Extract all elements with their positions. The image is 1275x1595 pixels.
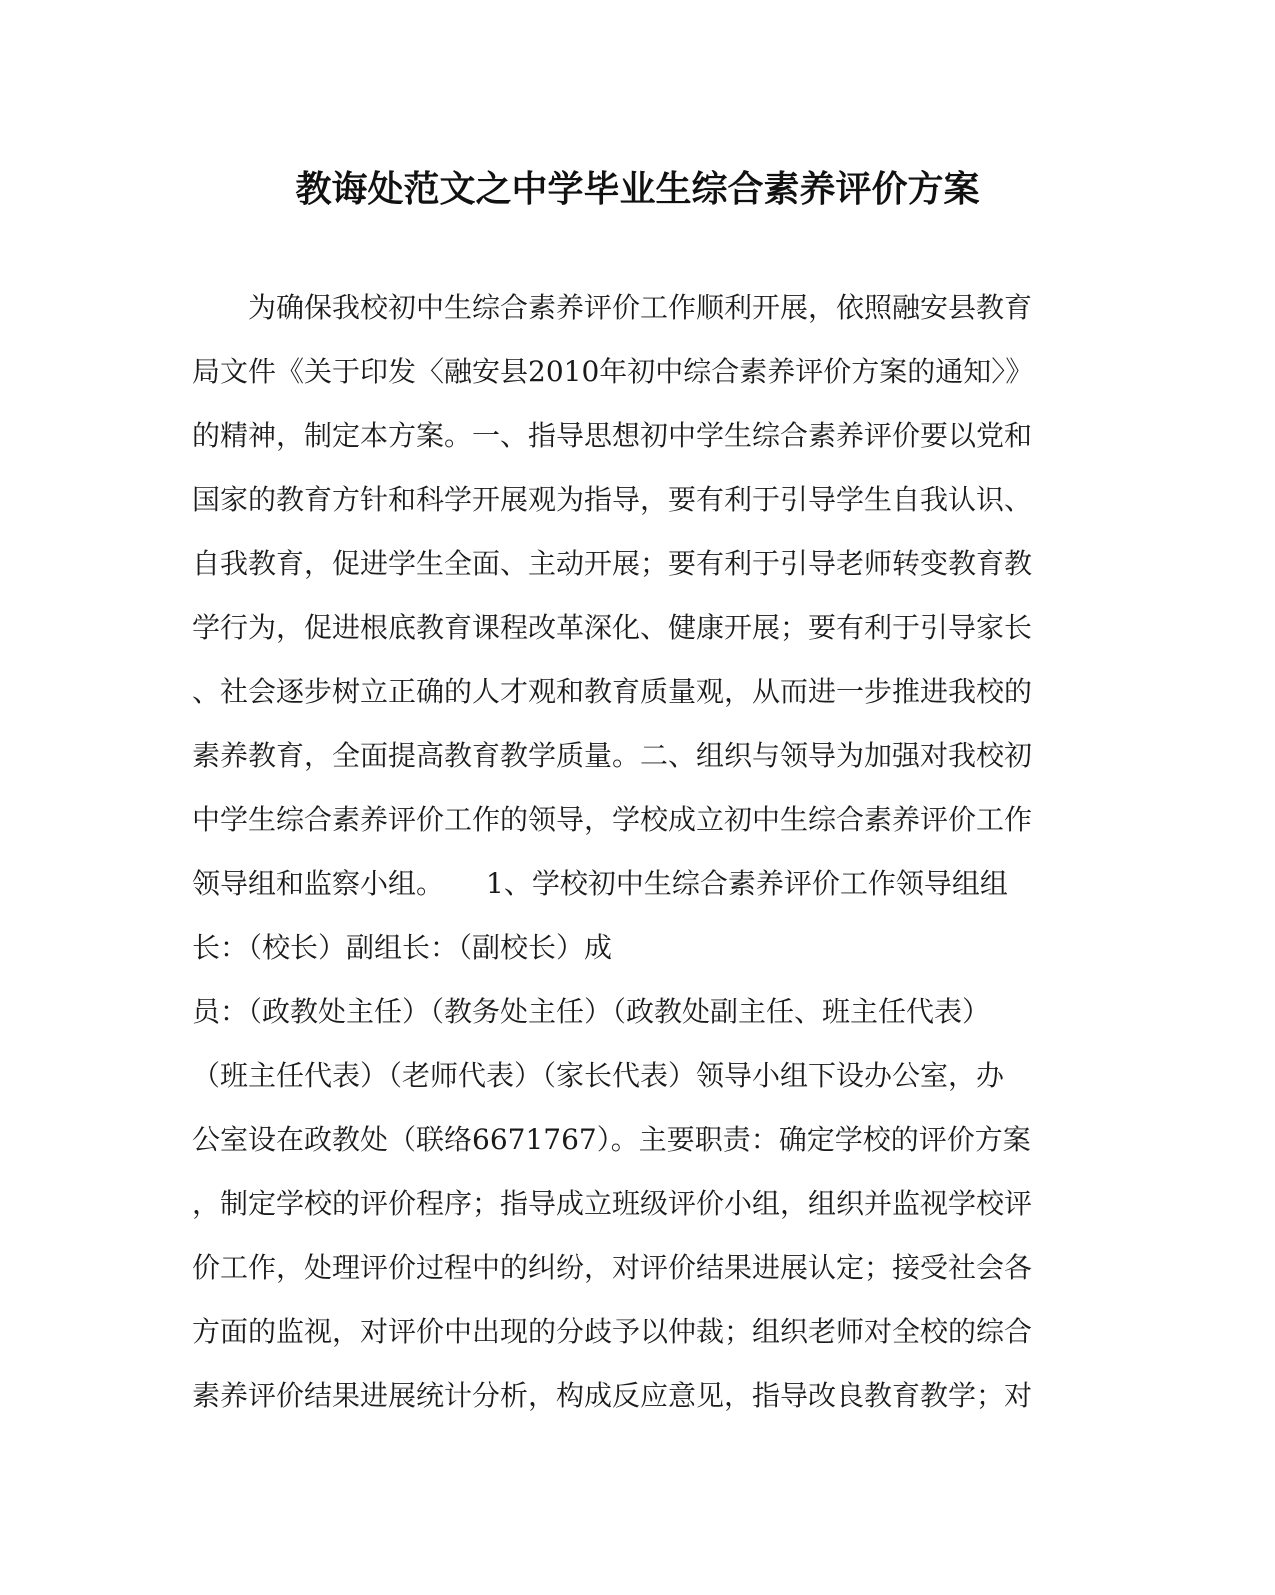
body-text-line: 为确保我校初中生综合素养评价工作顺利开展，依照融安县教育 bbox=[192, 291, 1033, 324]
body-text-line: 素养教育，全面提高教育教学质量。二、组织与领导为加强对我校初 bbox=[192, 739, 1033, 772]
body-text-line: 公室设在政教处（联络6671767）。主要职责：确定学校的评价方案 bbox=[192, 1123, 1031, 1156]
document-body bbox=[192, 276, 1052, 1428]
body-text-line: （班主任代表）（老师代表）（家长代表）领导小组下设办公室，办 bbox=[192, 1059, 1005, 1092]
body-text-line: 价工作，处理评价过程中的纠纷，对评价结果进展认定；接受社会各 bbox=[192, 1251, 1033, 1284]
body-text-line: 的精神，制定本方案。一、指导思想初中学生综合素养评价要以党和 bbox=[192, 419, 1033, 452]
body-text-line: 、社会逐步树立正确的人才观和教育质量观，从而进一步推进我校的 bbox=[192, 675, 1033, 708]
body-text-line: 国家的教育方针和科学开展观为指导，要有利于引导学生自我认识、 bbox=[192, 483, 1033, 516]
body-text-line: 局文件《关于印发〈融安县2010年初中综合素养评价方案的通知〉》 bbox=[192, 355, 1034, 388]
body-text-line: 自我教育，促进学生全面、主动开展；要有利于引导老师转变教育教 bbox=[192, 547, 1033, 580]
body-text-line: 长：（校长）副组长：（副校长）成 bbox=[192, 931, 613, 964]
body-text-line: 领导组和监察小组。 1、学校初中生综合素养评价工作领导组组 bbox=[192, 867, 1008, 900]
body-text-line: 中学生综合素养评价工作的领导，学校成立初中生综合素养评价工作 bbox=[192, 803, 1033, 836]
body-text-line: 员：（政教处主任）（教务处主任）（政教处副主任、班主任代表） bbox=[192, 995, 991, 1028]
body-text-line: 素养评价结果进展统计分析，构成反应意见，指导改良教育教学；对 bbox=[192, 1379, 1033, 1412]
body-text-line: 方面的监视，对评价中出现的分歧予以仲裁；组织老师对全校的综合 bbox=[192, 1315, 1033, 1348]
body-text-line: 学行为，促进根底教育课程改革深化、健康开展；要有利于引导家长 bbox=[192, 611, 1033, 644]
document-title: 教诲处范文之中学毕业生综合素养评价方案 bbox=[295, 168, 980, 210]
body-text-line: ，制定学校的评价程序；指导成立班级评价小组，组织并监视学校评 bbox=[192, 1187, 1033, 1220]
